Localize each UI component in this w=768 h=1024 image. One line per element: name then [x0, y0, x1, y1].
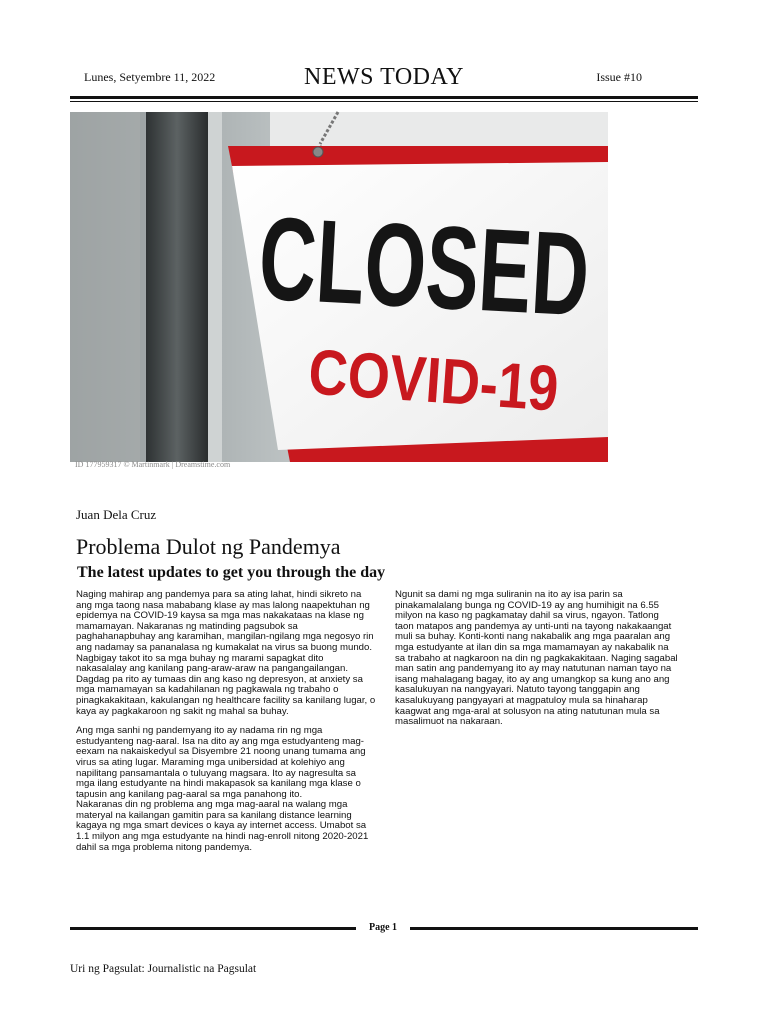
issue-number: Issue #10	[596, 70, 642, 84]
sign-closed-text: CLOSED	[255, 192, 754, 351]
issue-date: Lunes, Setyembre 11, 2022	[84, 70, 216, 84]
article-subheadline: The latest updates to get you through the day	[77, 564, 386, 581]
author-byline: Juan Dela Cruz	[76, 507, 157, 522]
photo-caption: ID 177959317 © Martinmark | Dreamstime.com	[75, 460, 231, 469]
page-number: Page 1	[368, 922, 398, 933]
paragraph: Ngunit sa dami ng mga suliranin na ito ay isa parin sa pinakamalalang bunga ng COVID-19 ay ang humihigit na 6.55 milyon na kaso ng pagkamatay dahil sa virus, ngayon. Tatlong taon matapos ang pandemya ay unti-unti na tayong nakakaangat muli sa buhay. Konti-konti nang nakabalik ang mga paaralan ang mga estudyante at ilan din sa mga mamamayan ay nakabalik na sa trabaho at nagkaroon na din ng pagkakakitaan. Naging sagabal man satin ang pandemyang ito ay may natutunan naman tayo na isang mahalagang bagay, ito ay ang umangkop sa kung ano ang kasalukuyan na nangyayari. Natuto tayong tanggapin ang kasalukuyang pangyayari at magpatuloy mula sa hinaharap kaagwat ang mga-aral at solusyon na ating natutunan mula sa masalimuot na nakaraan.	[395, 589, 678, 728]
masthead-rule-thick	[70, 96, 698, 99]
paragraph: Ang mga sanhi ng pandemyang ito ay nadama rin ng mga estudyanteng nag-aaral. Isa na dito ay ang mga estudyanteng mag-eexam na nakaiskedyul sa Disyembre 21 noong unang tumama ang virus sa ating lugar. Maraming mga unibersidad at kolehiyo ang napilitang pansamantala o tuluyang magsara. Ito ay nagresulta sa mga ilang estudyante na hindi makapasok sa kanilang mga klase o tapusin ang kanilang pag-aaral sa mga panahong ito.	[76, 725, 366, 800]
masthead	[70, 64, 698, 98]
article-column-right	[395, 590, 679, 737]
footer-rule-right	[410, 927, 698, 930]
writing-type-note: Uri ng Pagsulat: Journalistic na Pagsulat	[70, 963, 257, 975]
sign-covid-text: COVID-19	[306, 335, 606, 428]
paragraph: Naging mahirap ang pandemya para sa ating lahat, hindi sikreto na ang mga taong nasa mababang klase ay mas lalong naapektuhan ng epidemya na COVID-19 kaysa sa mga mas nakakataas na klase ng mamamayan. Nakaranas ng matinding pagsubok sa paghahanapbuhay ang karamihan, mangilan-ngilang mga negosyo rin ang nadamay sa pananalasa ng kumakalat na virus sa buong mundo. Nagbigay takot ito sa mga buhay ng marami sapagkat dito nakasalalay ang kanilang pang-araw-araw na pangangailangan. Dagdag pa rito ay tumaas din ang kaso ng depresyon, at anxiety sa mga mamamayan sa kadahilanan ng pagkawala ng trabaho o pinagkakakitaan, kakulangan ng healthcare facility sa kanilang lugar, o kaya ay pagkakaroon ng sakit ng mahal sa buhay.	[76, 589, 376, 717]
article-column-left	[76, 590, 376, 862]
footer-rule-left	[70, 927, 356, 930]
closed-covid-sign-photo	[70, 112, 754, 462]
article-headline: Problema Dulot ng Pandemya	[76, 534, 341, 559]
masthead-rule-thin	[70, 101, 698, 102]
newspaper-title: NEWS TODAY	[304, 64, 464, 90]
paragraph: Nakaranas din ng problema ang mga mag-aaral na walang mga materyal na kailangan gamitin para sa kanilang distance learning kagaya ng mga smart devices o kaya ay internet access. Umabot sa 1.1 milyon ang mga estudyante na hindi nag-enroll nitong 2020-2021 dahil sa mga problema nitong pandemya.	[76, 799, 369, 853]
